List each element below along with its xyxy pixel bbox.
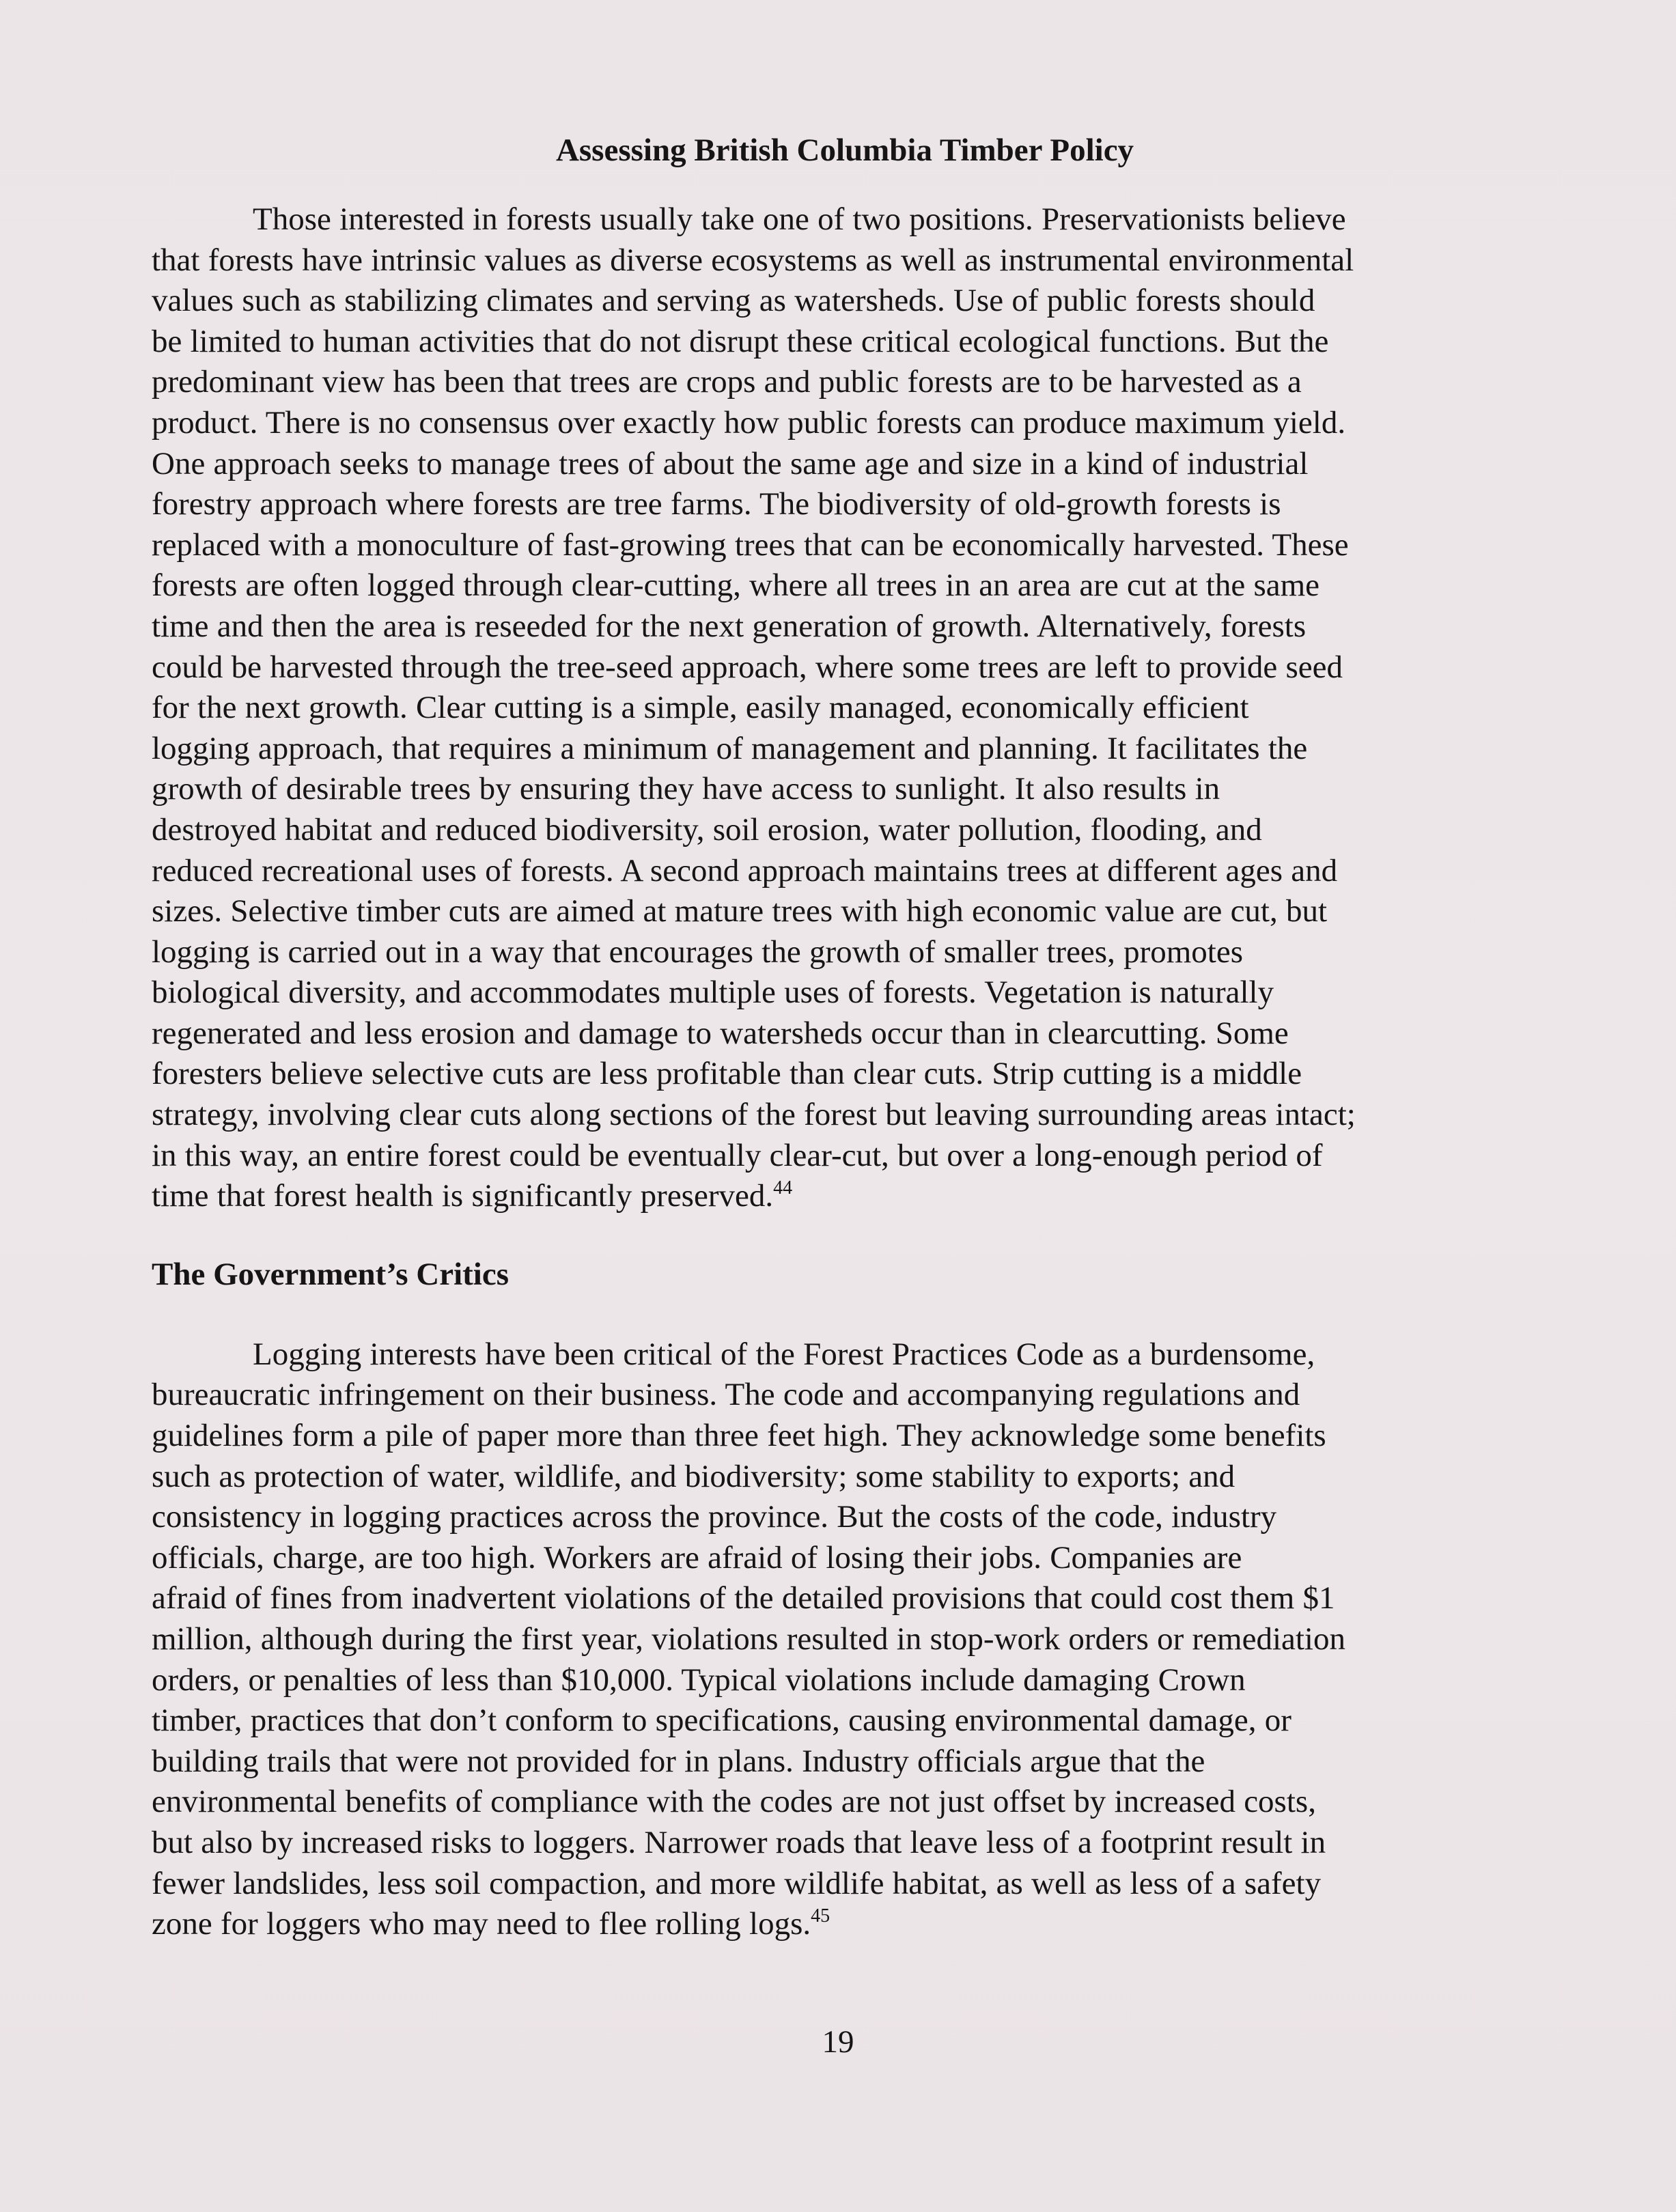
text-line: forests are often logged through clear-cutting, where all trees in an area are cut at the same — [152, 568, 1320, 604]
text-line: Those interested in forests usually take one of two positions. Preservationists believe — [253, 201, 1346, 237]
text-line: consistency in logging practices across the province. But the costs of the code, industry — [152, 1499, 1277, 1535]
text-line: officials, charge, are too high. Workers are afraid of losing their jobs. Companies are — [152, 1539, 1242, 1576]
footnote-marker: 45 — [811, 1905, 830, 1927]
page-number: 19 — [822, 2024, 854, 2060]
text-line: timber, practices that don’t conform to specifications, causing environmental damage, or — [152, 1703, 1291, 1739]
text-line: fewer landslides, less soil compaction, and more wildlife habitat, as well as less of a safety — [152, 1865, 1322, 1901]
text-line: values such as stabilizing climates and serving as watersheds. Use of public forests should — [152, 283, 1315, 319]
text-line: be limited to human activities that do not disrupt these critical ecological functions. But the — [152, 323, 1329, 359]
text-line: time and then the area is reseeded for the next generation of growth. Alternatively, forests — [152, 608, 1307, 644]
text-line: for the next growth. Clear cutting is a simple, easily managed, economically efficient — [152, 690, 1249, 726]
text-line: logging is carried out in a way that encourages the growth of smaller trees, promotes — [152, 934, 1244, 970]
text-line: time that forest health is significantly preserved.$^{44}$ — [152, 1177, 793, 1214]
text-line: replaced with a monoculture of fast-growing trees that can be economically harvested. These — [152, 527, 1349, 563]
text-line: growth of desirable trees by ensuring they have access to sunlight. It also results in — [152, 771, 1220, 807]
text-line: building trails that were not provided for in plans. Industry officials argue that the — [152, 1743, 1205, 1779]
text-line: biological diversity, and accommodates multiple uses of forests. Vegetation is naturally — [152, 975, 1274, 1011]
text-line: orders, or penalties of less than $10,000. Typical violations include damaging Crown — [152, 1662, 1246, 1698]
text-line: Logging interests have been critical of the Forest Practices Code as a burdensome, — [253, 1336, 1315, 1372]
text-line: regenerated and less erosion and damage to watersheds occur than in clearcutting. Some — [152, 1015, 1289, 1051]
section-heading: The Government’s Critics — [152, 1256, 509, 1292]
text-line: predominant view has been that trees are crops and public forests are to be harvested as a — [152, 364, 1302, 400]
text-line: strategy, involving clear cuts along sections of the forest but leaving surrounding areas intact; — [152, 1097, 1356, 1133]
text-line: logging approach, that requires a minimum of management and planning. It facilitates the — [152, 730, 1308, 766]
body-paragraph-2 — [152, 1334, 1524, 1945]
body-paragraph-1 — [152, 199, 1524, 1217]
text-line: in this way, an entire forest could be eventually clear-cut, but over a long-enough period of — [152, 1137, 1323, 1173]
text-line: zone for loggers who may need to flee rolling logs.$^{45}$ — [152, 1905, 830, 1942]
text-line: that forests have intrinsic values as diverse ecosystems as well as instrumental environmental — [152, 242, 1354, 278]
text-line: could be harvested through the tree-seed approach, where some trees are left to provide seed — [152, 649, 1343, 685]
text-line: environmental benefits of compliance with the codes are not just offset by increased costs, — [152, 1784, 1316, 1820]
text-line: forestry approach where forests are tree farms. The biodiversity of old-growth forests is — [152, 486, 1281, 522]
text-line: reduced recreational uses of forests. A second approach maintains trees at different ages and — [152, 852, 1338, 888]
text-line: such as protection of water, wildlife, and biodiversity; some stability to exports; and — [152, 1458, 1235, 1494]
text-line: destroyed habitat and reduced biodiversity, soil erosion, water pollution, flooding, and — [152, 811, 1262, 848]
page-title: Assessing British Columbia Timber Policy — [555, 132, 1134, 168]
text-line: sizes. Selective timber cuts are aimed at mature trees with high economic value are cut, but — [152, 893, 1328, 929]
text-line: product. There is no consensus over exactly how public forests can produce maximum yield. — [152, 404, 1346, 440]
page-content — [152, 130, 1524, 1945]
text-line: bureaucratic infringement on their business. The code and accompanying regulations and — [152, 1377, 1300, 1413]
text-line: guidelines form a pile of paper more than three feet high. They acknowledge some benefits — [152, 1418, 1326, 1454]
text-line: foresters believe selective cuts are less profitable than clear cuts. Strip cutting is a middle — [152, 1056, 1302, 1092]
footnote-marker: 44 — [773, 1177, 793, 1199]
text-line: but also by increased risks to loggers. Narrower roads that leave less of a footprint result in — [152, 1824, 1326, 1860]
text-line: million, although during the first year, violations resulted in stop-work orders or remediation — [152, 1621, 1345, 1657]
text-line: One approach seeks to manage trees of about the same age and size in a kind of industrial — [152, 445, 1309, 481]
text-line: afraid of fines from inadvertent violations of the detailed provisions that could cost them $1 — [152, 1580, 1335, 1616]
